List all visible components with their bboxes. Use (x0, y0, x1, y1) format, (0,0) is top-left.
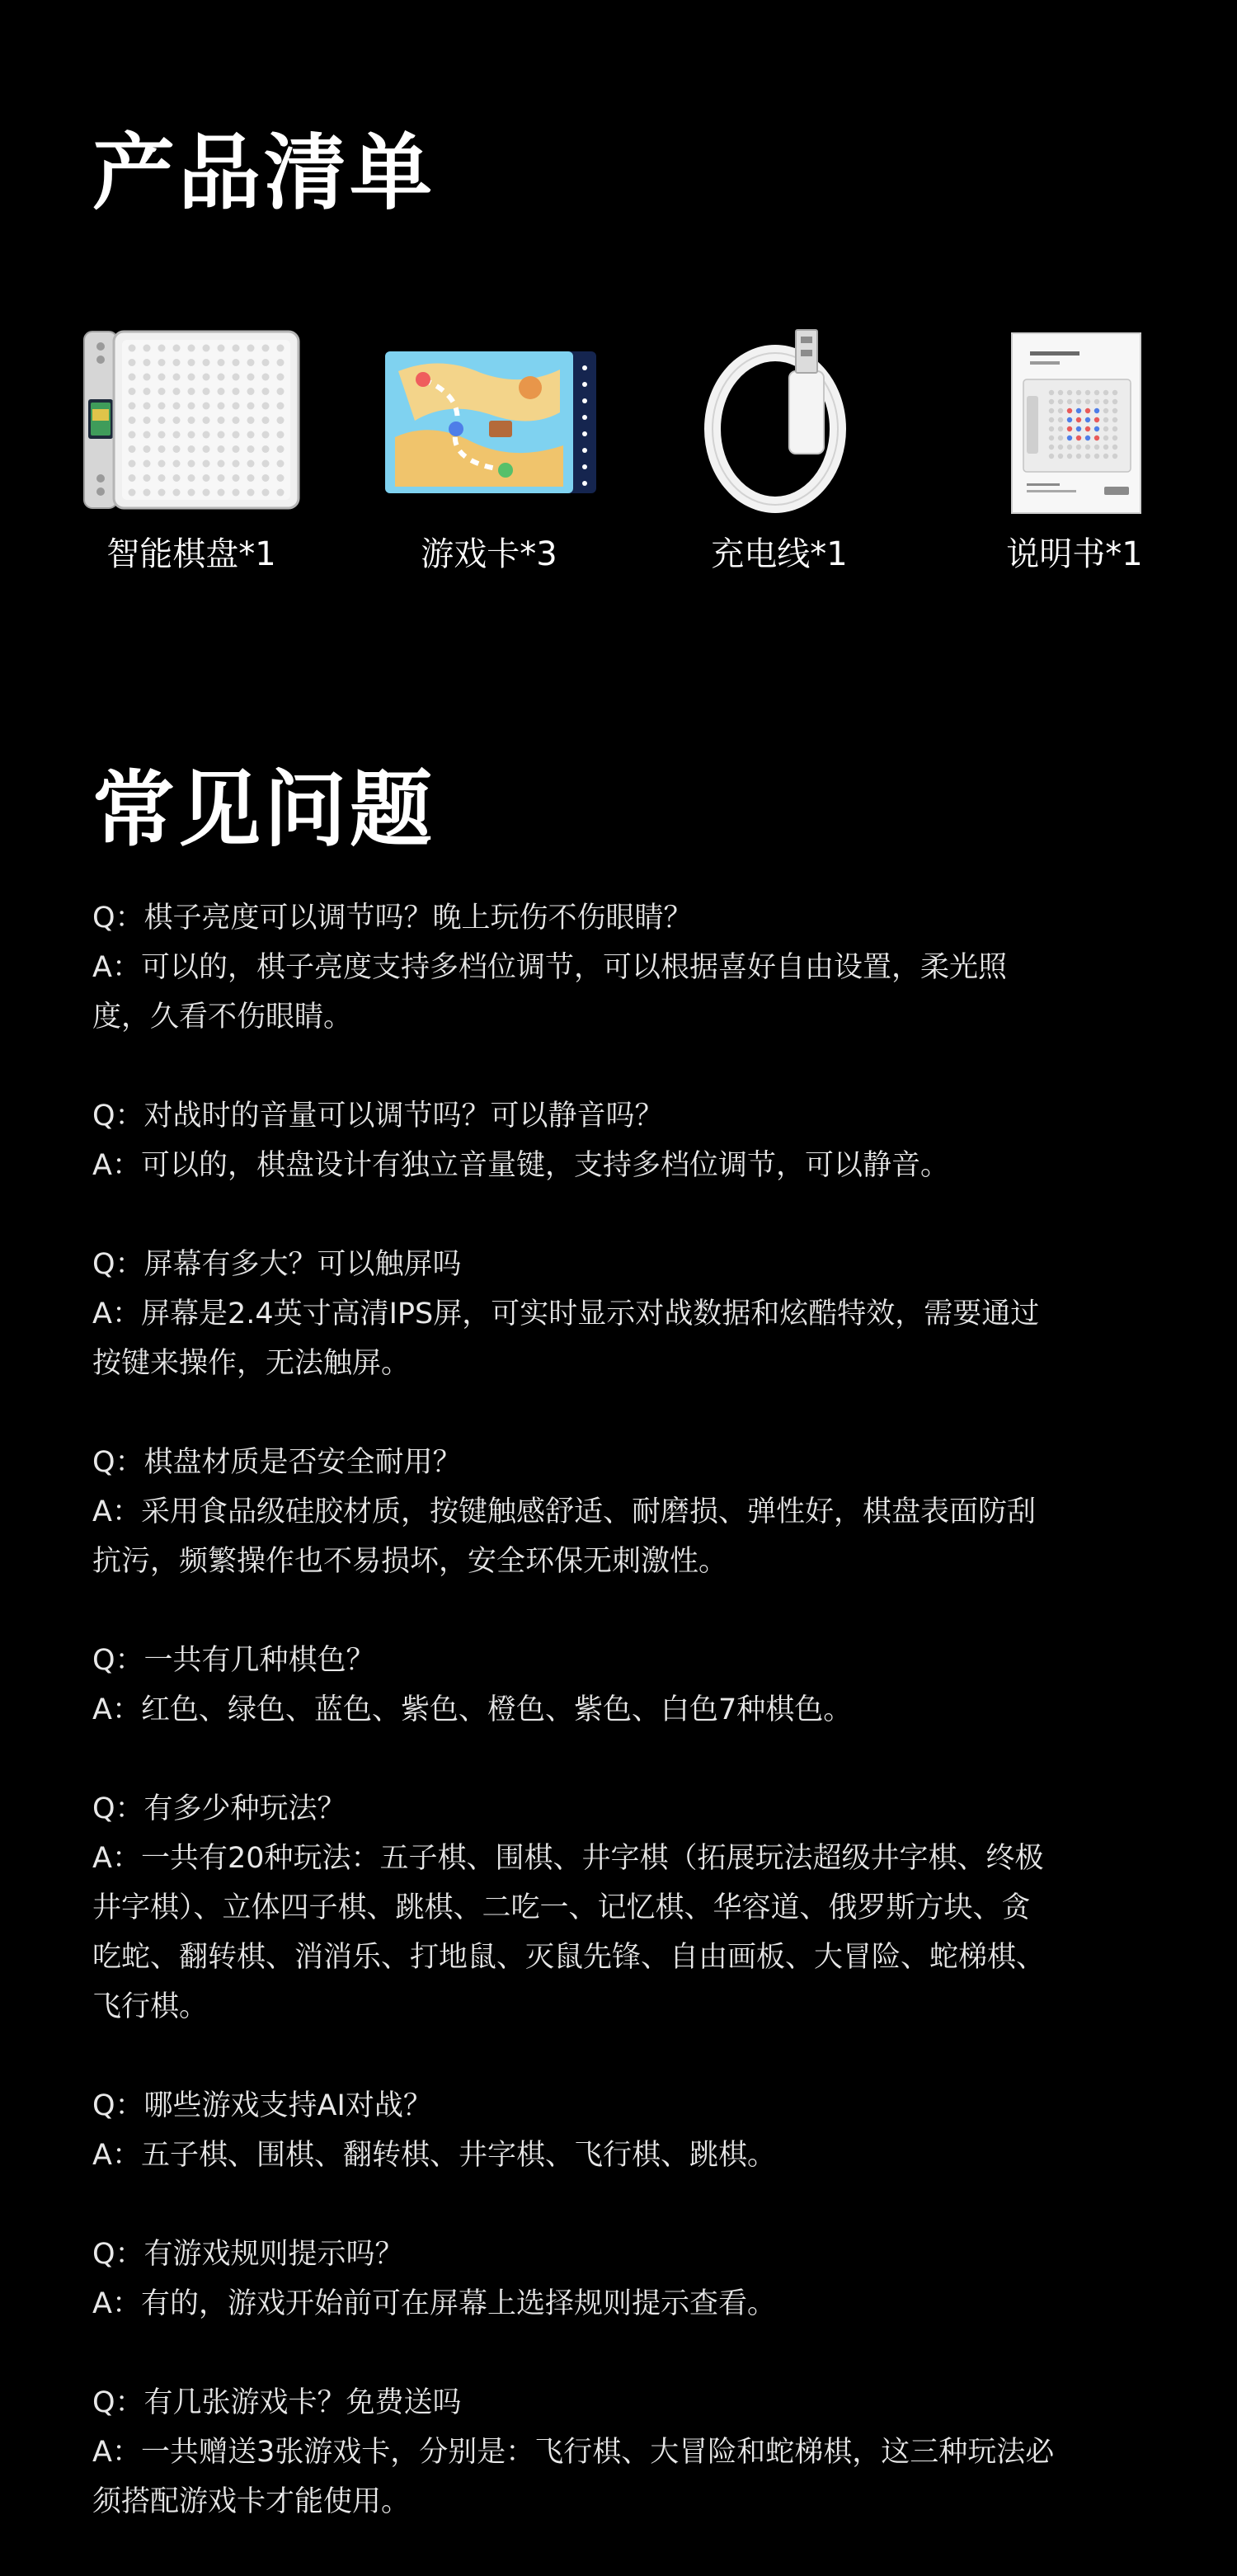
product-item-manual (951, 322, 1198, 602)
faq-answer-line: 井字棋）、立体四子棋、跳棋、二吃一、记忆棋、华容道、俄罗斯方块、贪 (92, 1891, 1031, 1924)
faq-question: Q：对战时的音量可以调节吗？可以静音吗？ (92, 1100, 664, 1133)
faq-answer-line: 度，久看不伤眼睛。 (92, 1001, 353, 1034)
faq-item (92, 1240, 1144, 1388)
faq-question: Q：有几张游戏卡？免费送吗 (92, 2386, 462, 2419)
manual-icon (951, 322, 1198, 520)
faq-item (92, 1784, 1144, 2032)
faq-question: Q：有多少种玩法？ (92, 1792, 346, 1825)
game-card-icon (365, 322, 613, 520)
faq-answer-line: 按键来操作，无法触屏。 (92, 1347, 411, 1380)
faq-answer-line: A：可以的，棋盘设计有独立音量键，支持多档位调节，可以静音。 (92, 1149, 949, 1182)
faq-item (92, 1636, 1144, 1735)
faq-answer-line: 须搭配游戏卡才能使用。 (92, 2485, 411, 2518)
faq-item (92, 893, 1144, 1042)
faq-answer-line: A：五子棋、围棋、翻转棋、井字棋、飞行棋、跳棋。 (92, 2139, 776, 2172)
faq-answer-line: A：一共赠送3张游戏卡，分别是：飞行棋、大冒险和蛇梯棋，这三种玩法必 (92, 2436, 1055, 2469)
faq-item (92, 2081, 1144, 2180)
faq-answer-line: A：采用食品级硅胶材质，按键触感舒适、耐磨损、弹性好，棋盘表面防刮 (92, 1495, 1036, 1528)
faq-item (92, 2378, 1144, 2527)
faq-answer-line: A：红色、绿色、蓝色、紫色、橙色、紫色、白色7种棋色。 (92, 1693, 853, 1726)
faq-question: Q：有游戏规则提示吗？ (92, 2238, 404, 2271)
faq-question: Q：棋子亮度可以调节吗？晚上玩伤不伤眼睛？ (92, 902, 693, 935)
smart-board-icon (68, 322, 315, 520)
product-label: 智能棋盘*1 (106, 535, 276, 573)
charging-cable-icon (656, 322, 903, 520)
faq-question: Q：屏幕有多大？可以触屏吗 (92, 1248, 462, 1281)
faq-answer-line: 吃蛇、翻转棋、消消乐、打地鼠、灭鼠先锋、自由画板、大冒险、蛇梯棋、 (92, 1941, 1046, 1974)
faq-answer-line: 飞行棋。 (92, 1990, 209, 2023)
faq-item (92, 1091, 1144, 1190)
faq-question: Q：哪些游戏支持AI对战？ (92, 2089, 432, 2122)
product-item-smart-board (68, 322, 315, 602)
faq-question: Q：一共有几种棋色？ (92, 1644, 375, 1677)
product-label: 游戏卡*3 (421, 535, 557, 573)
product-list-title: 产品清单 (92, 125, 435, 221)
faq-item (92, 2230, 1144, 2329)
faq-answer-line: A：一共有20种玩法：五子棋、围棋、井字棋（拓展玩法超级井字棋、终极 (92, 1842, 1044, 1875)
faq-title: 常见问题 (92, 761, 435, 858)
product-label: 说明书*1 (1006, 535, 1143, 573)
faq-answer-line: A：可以的，棋子亮度支持多档位调节，可以根据喜好自由设置，柔光照 (92, 951, 1007, 984)
faq-answer-line: A：有的，游戏开始前可在屏幕上选择规则提示查看。 (92, 2287, 776, 2320)
faq-question: Q：棋盘材质是否安全耐用？ (92, 1446, 462, 1479)
faq-item (92, 1438, 1144, 1586)
faq-answer-line: A：屏幕是2.4英寸高清IPS屏，可实时显示对战数据和炫酷特效，需要通过 (92, 1297, 1040, 1330)
product-label: 充电线*1 (711, 535, 848, 573)
faq-list (92, 893, 1144, 2576)
product-item-game-card (365, 322, 613, 602)
faq-answer-line: 抗污，频繁操作也不易损坏，安全环保无刺激性。 (92, 1545, 728, 1578)
product-item-charging-cable (656, 322, 903, 602)
